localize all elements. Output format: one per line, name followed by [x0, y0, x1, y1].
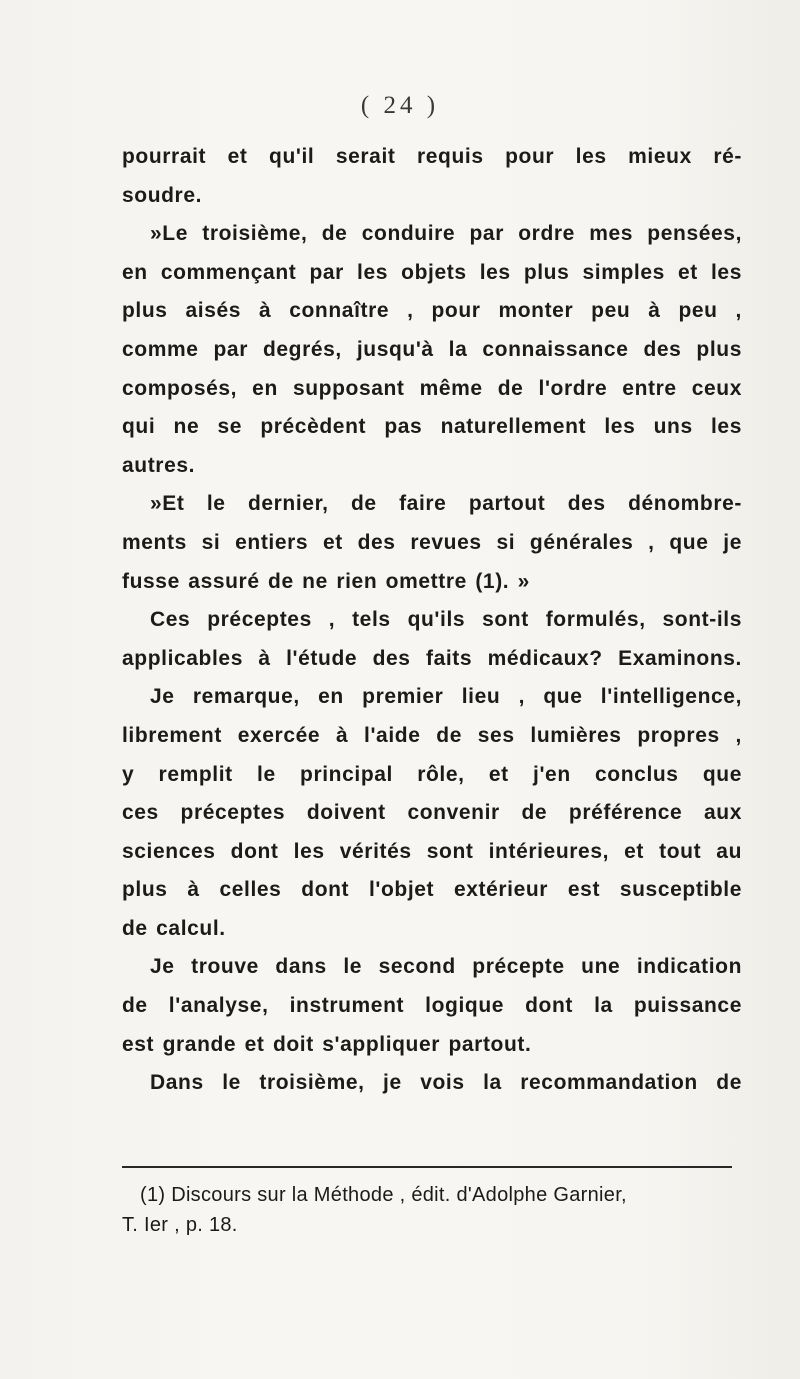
text-line: comme par degrés, jusqu'à la connaissance des plus: [122, 337, 742, 361]
footnote-line: (1) Discours sur la Méthode , édit. d'Adolphe Garnier,: [140, 1184, 627, 1206]
text-line: de calcul.: [122, 916, 226, 940]
text-line: en commençant par les objets les plus simples et les: [122, 260, 742, 284]
text-line: »Le troisième, de conduire par ordre mes pensées,: [150, 222, 742, 246]
body-text: [122, 138, 742, 1103]
text-line: autres.: [122, 453, 196, 477]
text-line: fusse assuré de ne rien omettre (1). »: [122, 569, 530, 593]
text-line: plus aisés à connaître , pour monter peu à peu ,: [122, 299, 742, 323]
text-line: de l'analyse, instrument logique dont la puissance: [122, 994, 742, 1018]
text-line: Dans le troisième, je vois la recommandation de: [150, 1071, 742, 1095]
footnote-divider: [122, 1166, 732, 1168]
footnote-line: T. Ier , p. 18.: [122, 1214, 238, 1236]
text-line: ments si entiers et des revues si générales , que je: [122, 530, 742, 554]
text-line: est grande et doit s'appliquer partout.: [122, 1032, 532, 1056]
text-line: ces préceptes doivent convenir de préférence aux: [122, 801, 742, 825]
text-line: qui ne se précèdent pas naturellement les uns les: [122, 415, 742, 439]
text-line: plus à celles dont l'objet extérieur est susceptible: [122, 878, 742, 902]
text-line: soudre.: [122, 183, 203, 207]
text-line: sciences dont les vérités sont intérieures, et tout au: [122, 839, 742, 863]
text-line: Je trouve dans le second précepte une indication: [150, 955, 742, 979]
text-line: Ces préceptes , tels qu'ils sont formulés, sont-ils: [150, 608, 742, 632]
text-line: applicables à l'étude des faits médicaux? Examinons.: [122, 646, 742, 670]
text-line: Je remarque, en premier lieu , que l'intelligence,: [150, 685, 742, 709]
text-line: »Et le dernier, de faire partout des dénombre-: [150, 492, 742, 516]
text-line: y remplit le principal rôle, et j'en conclus que: [122, 762, 742, 786]
footnote: [122, 1180, 742, 1240]
page-number: ( 24 ): [360, 92, 440, 119]
text-line: librement exercée à l'aide de ses lumières propres ,: [122, 723, 742, 747]
text-line: pourrait et qu'il serait requis pour les mieux ré-: [122, 145, 742, 168]
text-line: composés, en supposant même de l'ordre entre ceux: [122, 376, 742, 400]
